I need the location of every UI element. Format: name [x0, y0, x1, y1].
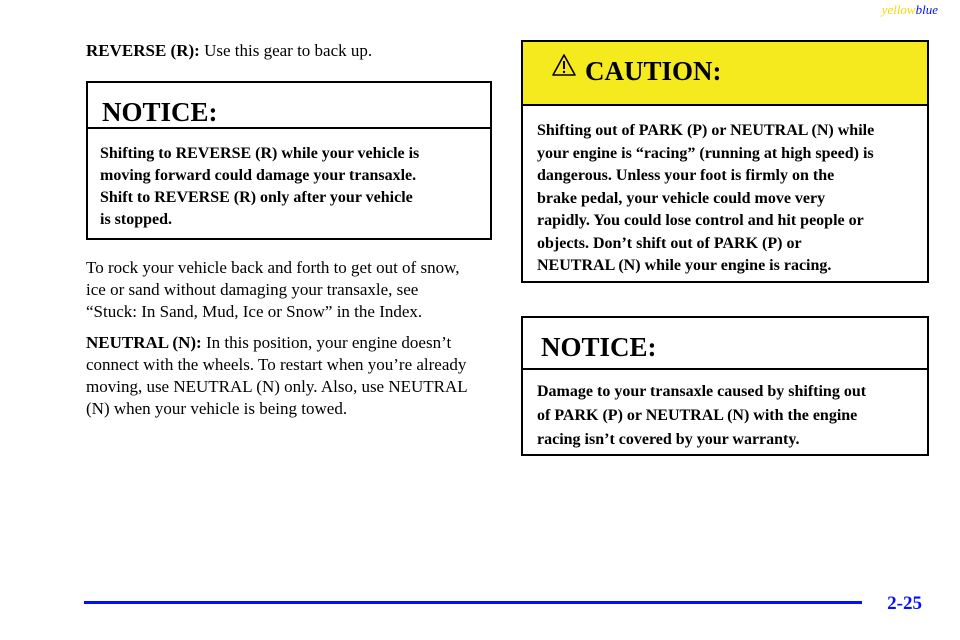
notice-line: moving forward could damage your transaxle.: [100, 167, 417, 184]
notice-box-reverse: [86, 81, 492, 240]
caution-line: your engine is “racing” (running at high speed) is: [537, 144, 874, 162]
notice-line: is stopped.: [100, 211, 173, 228]
caution-box: [521, 40, 929, 283]
caution-line: NEUTRAL (N) while your engine is racing.: [537, 257, 832, 274]
neutral-paragraph: [86, 332, 492, 420]
notice-box-park: [521, 316, 929, 456]
print-color-tag: [882, 2, 938, 18]
notice-line: racing isn’t covered by your warranty.: [537, 431, 800, 448]
reverse-lead: REVERSE (R):: [86, 41, 200, 60]
color-tag-yellow: yellow: [881, 2, 916, 17]
notice-title-reverse: NOTICE:: [88, 83, 490, 129]
caution-line: brake pedal, your vehicle could move very: [537, 189, 826, 207]
right-column: [521, 40, 929, 456]
text-line: ice or sand without damaging your transaxle, see: [86, 280, 419, 299]
reverse-text: Use this gear to back up.: [199, 41, 373, 60]
text-line: connect with the wheels. To restart when you’re already: [86, 355, 467, 374]
text-line: “Stuck: In Sand, Mud, Ice or Snow” in the Index.: [86, 302, 423, 321]
reverse-paragraph: [86, 40, 492, 62]
notice-body-reverse: [88, 129, 490, 231]
caution-line: objects. Don’t shift out of PARK (P) or: [537, 234, 802, 252]
notice-line: Shift to REVERSE (R) only after your vehicle: [100, 189, 413, 206]
text-line: (N) when your vehicle is being towed.: [86, 399, 348, 418]
text-line: To rock your vehicle back and forth to get out of snow,: [86, 258, 460, 277]
caution-line: Shifting out of PARK (P) or NEUTRAL (N) while: [537, 122, 875, 139]
page-number: 2-25: [887, 593, 922, 614]
notice-body-park: [523, 370, 927, 452]
neutral-lead: NEUTRAL (N):: [86, 333, 202, 352]
notice-line: Damage to your transaxle caused by shifting out: [537, 383, 867, 400]
warning-triangle-icon: [551, 53, 577, 77]
caution-body: [523, 106, 927, 294]
caution-header: [523, 42, 927, 106]
text-line: moving, use NEUTRAL (N) only. Also, use NEUTRAL: [86, 377, 468, 396]
caution-line: dangerous. Unless your foot is firmly on the: [537, 167, 835, 184]
caution-title: CAUTION:: [585, 56, 722, 86]
footer-rule: [84, 601, 862, 604]
text-line: In this position, your engine doesn’t: [201, 333, 452, 352]
notice-line: Shifting to REVERSE (R) while your vehicle is: [100, 145, 420, 162]
notice-title-park: NOTICE:: [523, 318, 927, 370]
color-tag-blue: blue: [915, 2, 938, 17]
caution-line: rapidly. You could lose control and hit people or: [537, 212, 864, 229]
rock-vehicle-paragraph: [86, 257, 492, 323]
notice-line: of PARK (P) or NEUTRAL (N) with the engine: [537, 407, 858, 424]
left-column: [86, 40, 492, 420]
